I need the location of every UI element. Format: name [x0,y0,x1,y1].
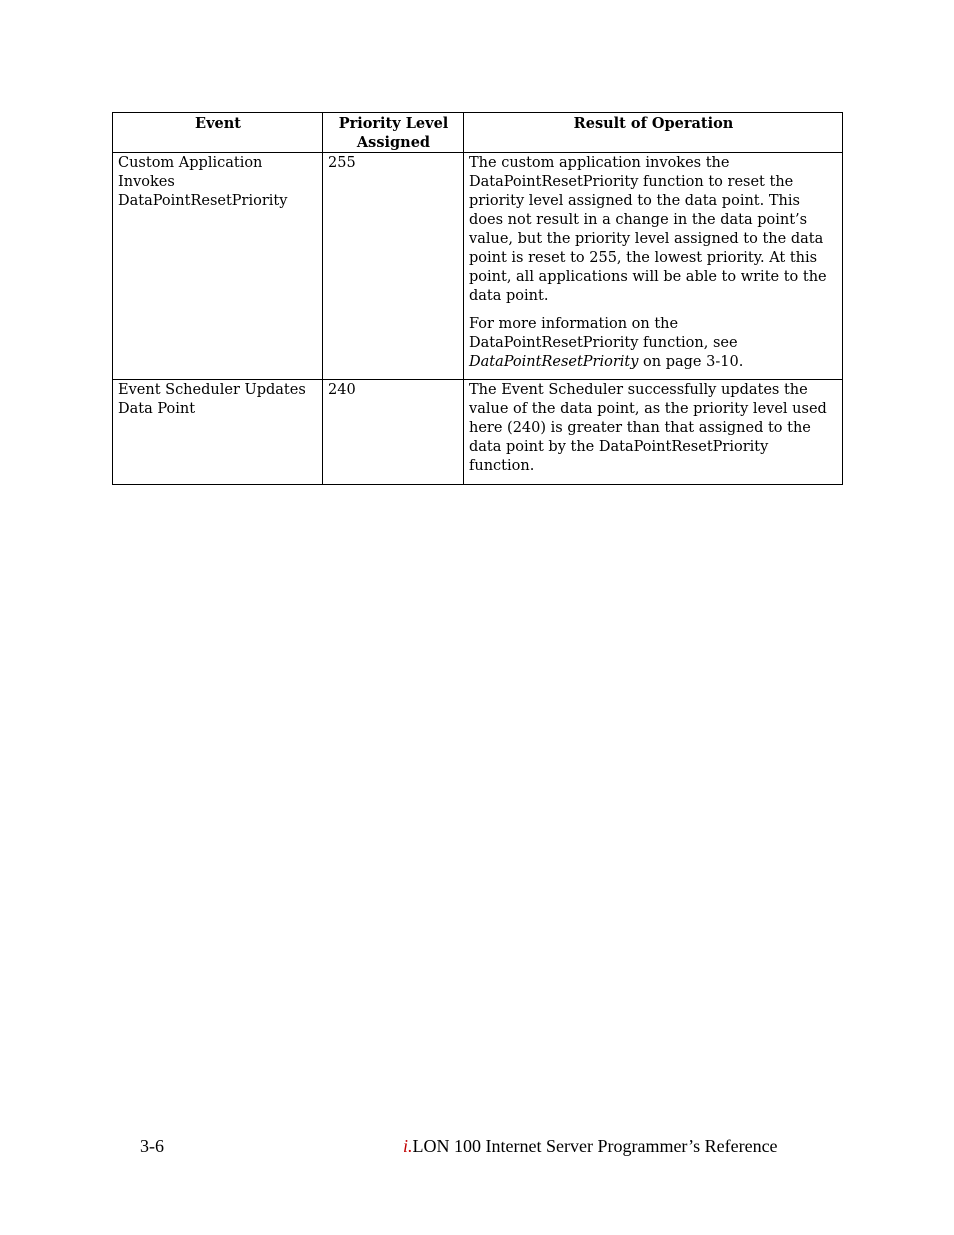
event-text: Event Scheduler Updates Data Point [118,382,306,417]
result-paragraph: The custom application invokes the DataPointResetPriority function to reset the priority level assigned to the data point. This does not result in a change in the data point’s value, but the priority level assigned to the data point is reset to 255, the lowest priority. At this point, all applications will be able to write to the data point. [469,155,827,304]
cell-priority [323,380,464,485]
cell-event [113,380,323,485]
priority-text: 255 [328,155,356,171]
result-paragraph: The Event Scheduler successfully updates the value of the data point, as the priority level used here (240) is greater than that assigned to the data point by the DataPointResetPriority function. [469,382,827,474]
table-header-row [113,113,843,153]
cell-priority [323,153,464,380]
reference-suffix: on page 3-10. [638,354,744,370]
header-result-of-operation: Result of Operation [464,113,843,153]
reference-prefix: For more information on the DataPointResetPriority function, see [469,316,738,351]
result-paragraph-reference [469,315,838,372]
priority-text: 240 [328,382,356,398]
table-row [113,380,843,485]
footer-document-title [403,1135,778,1157]
brand-i-prefix: i. [403,1136,413,1156]
priority-events-table [112,112,843,485]
cell-event [113,153,323,380]
event-text: Custom Application Invokes DataPointResetPriority [118,155,288,209]
reference-function-name: DataPointResetPriority [469,354,639,370]
header-priority-level: Priority Level Assigned [323,113,464,153]
footer-title-text: LON 100 Internet Server Programmer’s Reference [412,1136,778,1156]
header-event: Event [113,113,323,153]
cell-result [464,153,843,380]
cell-result [464,380,843,485]
table-row [113,153,843,380]
footer-page-number: 3-6 [140,1136,164,1156]
